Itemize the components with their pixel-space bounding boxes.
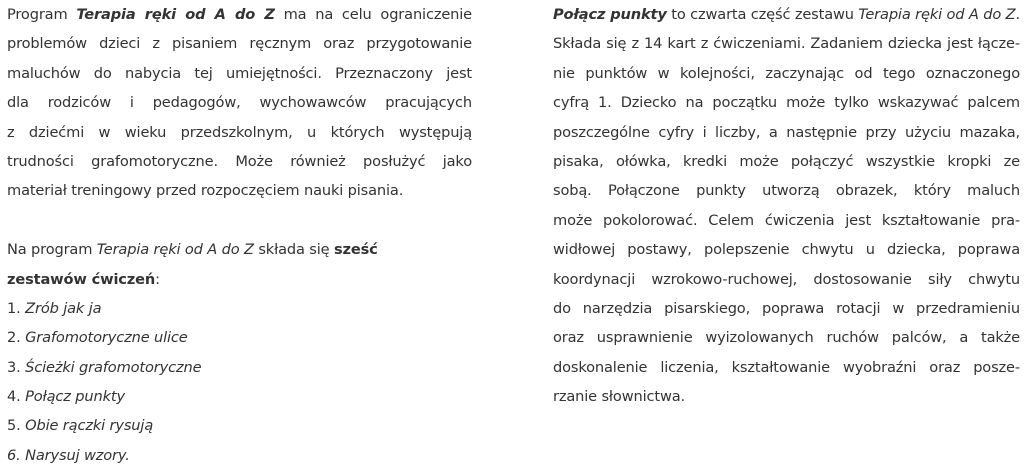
text-run: Program xyxy=(7,6,77,23)
intro-line xyxy=(7,0,472,29)
sets-line xyxy=(7,265,472,294)
description-line: nie punktów w kolejności, zaczynając od tego oznaczonego xyxy=(553,64,1020,82)
description-line: rzanie słownictwa. xyxy=(553,388,686,406)
text-run: Na program xyxy=(7,241,97,259)
list-label: Zrób jak ja xyxy=(25,299,102,317)
program-name-italic: Terapia ręki od A do Z xyxy=(858,6,1016,23)
text-run: ma na celu ograniczenie xyxy=(274,6,473,23)
intro-line: z dziećmi w wieku przedszkolnym, u których występują xyxy=(7,123,472,141)
list-label: Obie rączki rysują xyxy=(25,417,154,435)
text-run: to czwarta część zestawu xyxy=(666,6,859,23)
description-line: poszczególne cyfry i liczby, a następnie przy użyciu mazaka, xyxy=(553,123,1020,141)
program-name-italic: Terapia ręki od A do Z xyxy=(96,241,254,259)
list-label: Grafomotoryczne ulice xyxy=(25,329,188,347)
list-item xyxy=(7,294,472,323)
intro-line: materiał treningowy przed rozpoczęciem nauki pisania. xyxy=(7,182,404,200)
text-run: składa się xyxy=(253,241,334,259)
program-name-bold: Terapia ręki od A do Z xyxy=(76,6,275,23)
list-label: Ścieżki grafomotoryczne xyxy=(25,358,202,376)
intro-line: trudności grafomotoryczne. Może również posłużyć jako xyxy=(7,152,472,170)
intro-line: dla rodziców i pedagogów, wychowawców pracujących xyxy=(7,94,472,112)
list-number: 2. xyxy=(7,329,21,347)
list-number: 3. xyxy=(7,358,21,376)
paragraph-gap xyxy=(7,206,472,235)
description-line: widłowej postawy, polepszenie chwytu u dziecka, poprawa xyxy=(553,241,1020,259)
description-line: oraz usprawnienie wyizolowanych ruchów palców, a także xyxy=(553,329,1020,347)
description-line: do narzędzia pisarskiego, poprawa rotacji w przedramieniu xyxy=(553,299,1020,317)
text-run: : xyxy=(155,270,160,288)
list-number: 1. xyxy=(7,299,21,317)
left-column xyxy=(7,0,472,470)
part-name-bold: Połącz punkty xyxy=(553,6,667,23)
sets-paragraph xyxy=(7,235,472,294)
list-item xyxy=(7,411,472,440)
list-number: 6. xyxy=(7,446,21,464)
intro-line: maluchów do nabycia tej umiejętności. Przeznaczony jest xyxy=(7,64,472,82)
list-item xyxy=(7,323,472,352)
intro-line: problemów dzieci z pisaniem ręcznym oraz przygotowanie xyxy=(7,35,472,53)
emphasis-bold: zestawów ćwiczeń xyxy=(7,270,156,288)
description-line xyxy=(553,0,1020,29)
list-item xyxy=(7,441,472,470)
emphasis-bold: sześć xyxy=(333,241,378,259)
description-line: może pokolorować. Celem ćwiczenia jest kształtowanie pra- xyxy=(553,211,1020,229)
list-number: 4. xyxy=(7,388,21,406)
description-line: Składa się z 14 kart z ćwiczeniami. Zadaniem dziecka jest łącze- xyxy=(553,35,1020,53)
list-label: Połącz punkty xyxy=(25,388,125,406)
description-line: pisaka, ołówka, kredki może połączyć wszystkie kropki ze xyxy=(553,152,1020,170)
description-line: cyfrą 1. Dziecko na początku może tylko wskazywać palcem xyxy=(553,94,1020,112)
description-paragraph xyxy=(553,0,1020,411)
list-number: 5. xyxy=(7,417,21,435)
list-item xyxy=(7,382,472,411)
description-line: koordynacji wzrokowo-ruchowej, dostosowanie siły chwytu xyxy=(553,270,1020,288)
description-line: doskonalenie liczenia, kształtowanie wyobraźni oraz posze- xyxy=(553,358,1020,376)
intro-paragraph xyxy=(7,0,472,206)
sets-list xyxy=(7,294,472,470)
list-label: Narysuj wzory. xyxy=(25,446,130,464)
description-line: sobą. Połączone punkty utworzą obrazek, który maluch xyxy=(553,182,1020,200)
right-column xyxy=(553,0,1020,411)
list-item xyxy=(7,353,472,382)
sets-line xyxy=(7,235,472,264)
text-run: . xyxy=(1015,6,1020,23)
